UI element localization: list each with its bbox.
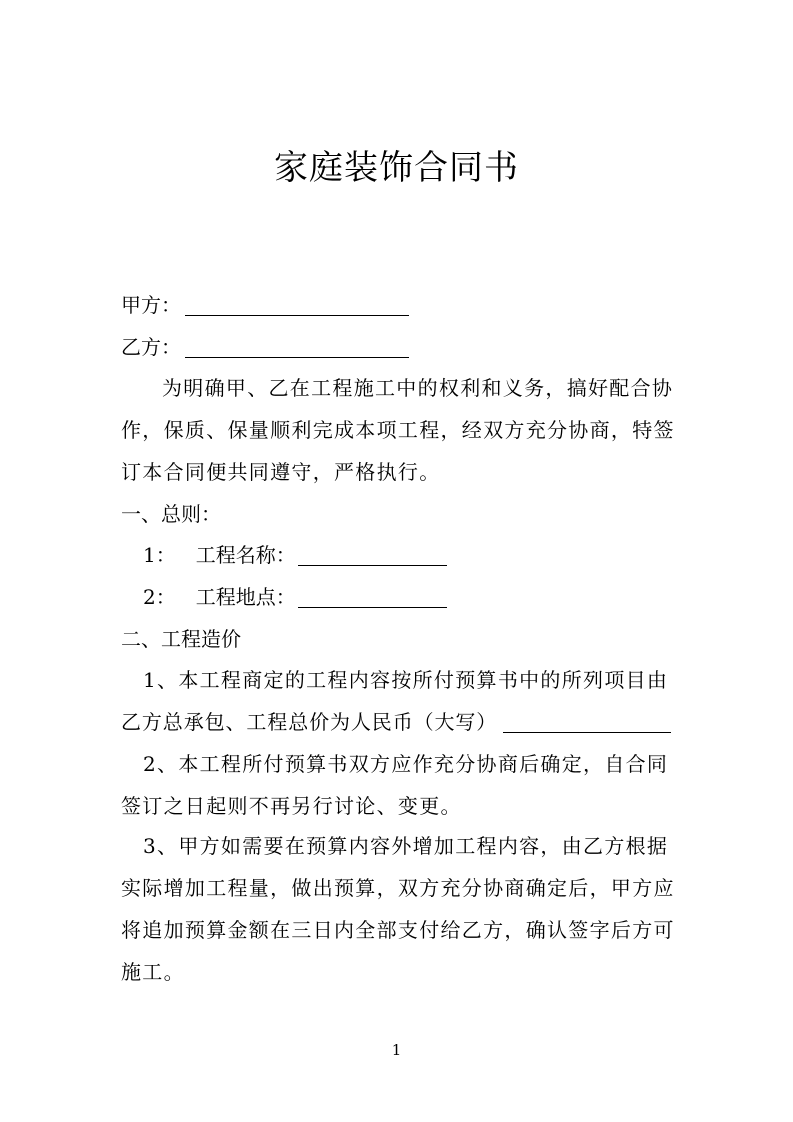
clause-line: 2、本工程所付预算书双方应作充分协商后确定，自合同 <box>143 752 669 776</box>
project-location-line <box>143 582 447 612</box>
clause-line: 施工。 <box>121 960 185 984</box>
party-a-label: 甲方： <box>121 293 181 317</box>
project-location-blank <box>298 587 447 608</box>
party-b-label: 乙方： <box>121 335 181 359</box>
preamble-line: 订本合同便共同遵守，严格执行。 <box>121 460 441 484</box>
party-a-line <box>121 290 409 320</box>
project-name-line <box>143 540 447 570</box>
party-b-line <box>121 332 409 362</box>
clause-line: 3、甲方如需要在预算内容外增加工程内容，由乙方根据 <box>143 834 669 858</box>
item-number: 1： <box>143 543 176 567</box>
clause-line: 实际增加工程量，做出预算，双方充分协商确定后，甲方应 <box>121 876 675 900</box>
party-a-blank <box>185 295 409 316</box>
section-heading: 一、总则： <box>121 502 221 526</box>
section-heading: 二、工程造价 <box>121 627 241 651</box>
preamble-line: 为明确甲、乙在工程施工中的权利和义务，搞好配合协 <box>162 376 674 400</box>
party-b-blank <box>185 337 409 358</box>
project-name-blank <box>298 545 447 566</box>
clause-line: 签订之日起则不再另行讨论、变更。 <box>121 794 462 818</box>
project-location-label: 工程地点： <box>195 585 296 609</box>
document-title: 家庭装饰合同书 <box>274 148 519 188</box>
clause-line: 1、本工程商定的工程内容按所付预算书中的所列项目由 <box>143 668 669 692</box>
clause-line: 将追加预算金额在三日内全部支付给乙方，确认签字后方可 <box>121 918 675 942</box>
clause-line <box>121 707 671 737</box>
item-number: 2： <box>143 585 176 609</box>
total-price-label: 乙方总承包、工程总价为人民币（大写） <box>121 710 498 734</box>
project-name-label: 工程名称： <box>195 543 296 567</box>
preamble-line: 作，保质、保量顺利完成本项工程，经双方充分协商，特签 <box>121 418 675 442</box>
total-price-blank <box>503 712 671 733</box>
page-number: 1 <box>391 1041 402 1059</box>
